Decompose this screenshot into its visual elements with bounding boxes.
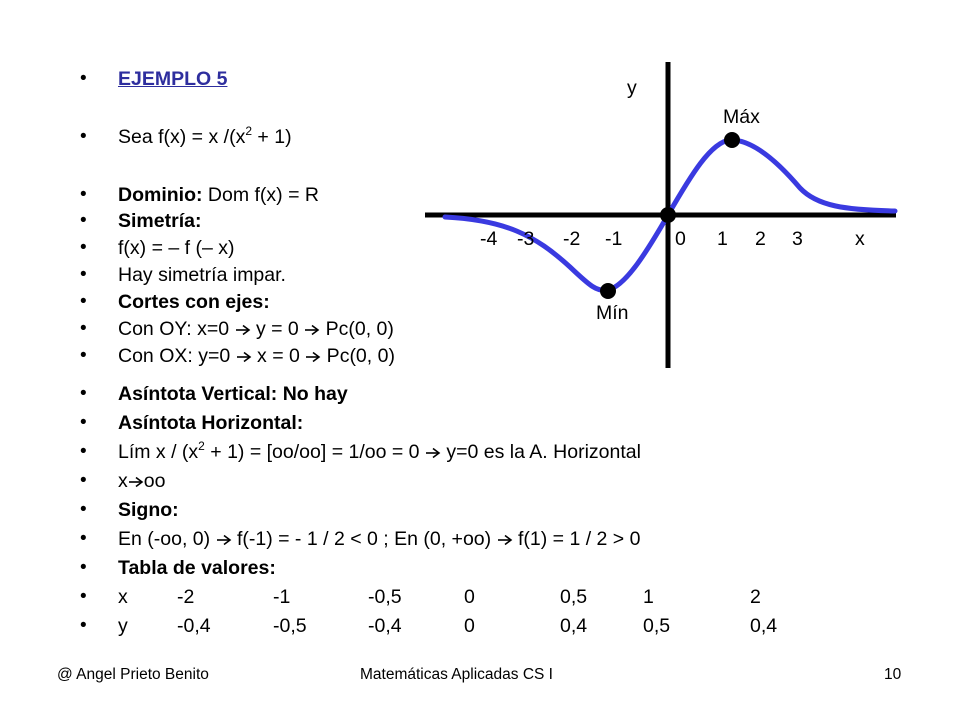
- x-tick-label: 1: [717, 228, 728, 250]
- limite-exponent: 2: [198, 439, 205, 453]
- slide-title: EJEMPLO 5: [118, 68, 228, 90]
- bullet: •: [80, 499, 87, 520]
- bullet: •: [80, 586, 87, 607]
- right-arrow-icon: [425, 447, 441, 459]
- x-tick-label: 3: [792, 228, 803, 250]
- signo-part-c: f(1) = 1 / 2 > 0: [512, 528, 641, 550]
- bullet: •: [80, 345, 87, 366]
- right-arrow-icon: [216, 534, 232, 546]
- limite-text: [118, 440, 641, 464]
- function-suffix: + 1): [252, 126, 292, 148]
- signo-detail: [118, 527, 640, 551]
- function-graph: [425, 60, 905, 370]
- function-exponent: 2: [245, 124, 253, 138]
- table-cell: -0,4: [177, 615, 211, 637]
- bullet: •: [80, 383, 87, 404]
- table-cell: 1: [643, 586, 654, 608]
- signo-part-b: f(-1) = - 1 / 2 < 0 ; En (0, +oo): [231, 528, 497, 550]
- footer-page-number: 10: [884, 666, 902, 683]
- max-label: Máx: [723, 106, 760, 128]
- bullet: •: [80, 557, 87, 578]
- min-point: [600, 283, 616, 299]
- cortes-oy-part-c: Pc(0, 0): [320, 318, 394, 340]
- max-point: [724, 132, 740, 148]
- bullet: •: [80, 264, 87, 285]
- signo-part-a: En (-oo, 0): [118, 528, 216, 550]
- x-tick-label: 0: [675, 228, 686, 250]
- dominio-label: Dominio:: [118, 184, 203, 206]
- min-label: Mín: [596, 302, 629, 324]
- cortes-label: Cortes con ejes:: [118, 291, 270, 313]
- simetria-label: Simetría:: [118, 210, 202, 232]
- x-tick-label: -2: [563, 228, 581, 250]
- dominio-text: [118, 183, 319, 207]
- cortes-ox-part-b: x = 0: [251, 345, 306, 367]
- limite-part-b: + 1) = [oo/oo] = 1/oo = 0: [204, 441, 425, 463]
- table-cell: -0,4: [368, 615, 402, 637]
- x-tick-label: -3: [517, 228, 535, 250]
- table-cell: 0,5: [560, 586, 588, 608]
- bullet: •: [80, 291, 87, 312]
- footer-author: @ Angel Prieto Benito: [57, 666, 209, 683]
- bullet: •: [80, 237, 87, 258]
- x-axis-label: x: [855, 228, 865, 250]
- table-cell: -2: [177, 586, 195, 608]
- cortes-ox-part-a: Con OX: y=0: [118, 345, 236, 367]
- bullet: •: [80, 441, 87, 462]
- table-cell: 0: [464, 615, 475, 637]
- table-cell: 0,4: [560, 615, 588, 637]
- x-tick-label: 2: [755, 228, 766, 250]
- footer-course: Matemáticas Aplicadas CS I: [360, 666, 553, 683]
- table-cell: -1: [273, 586, 291, 608]
- cortes-oy-part-a: Con OY: x=0: [118, 318, 235, 340]
- bullet: •: [80, 615, 87, 636]
- bullet: •: [80, 318, 87, 339]
- table-cell: -0,5: [273, 615, 307, 637]
- dominio-value: Dom f(x) = R: [202, 184, 319, 206]
- cortes-ox-text: [118, 344, 395, 368]
- table-cell: -0,5: [368, 586, 402, 608]
- table-cell: 0: [464, 586, 475, 608]
- table-cell: 0,5: [643, 615, 671, 637]
- origin-point: [660, 207, 676, 223]
- right-arrow-icon: [235, 324, 251, 336]
- right-arrow-icon: [497, 534, 513, 546]
- right-arrow-icon: [304, 324, 320, 336]
- limite-sub-oo: oo: [143, 470, 166, 492]
- bullet: •: [80, 68, 87, 89]
- x-tick-label: -1: [605, 228, 623, 250]
- x-tick-label: -4: [480, 228, 498, 250]
- cortes-ox-part-c: Pc(0, 0): [321, 345, 395, 367]
- bullet: •: [80, 126, 87, 147]
- function-definition: [118, 125, 292, 149]
- table-cell: y: [118, 615, 128, 637]
- asintota-vertical: Asíntota Vertical: No hay: [118, 383, 348, 405]
- cortes-oy-text: [118, 317, 394, 341]
- cortes-oy-part-b: y = 0: [250, 318, 305, 340]
- x-tick-labels: [480, 228, 803, 250]
- simetria-equation: f(x) = – f (– x): [118, 237, 235, 259]
- simetria-note: Hay simetría impar.: [118, 264, 286, 286]
- bullet: •: [80, 412, 87, 433]
- limite-part-a: Lím x / (x: [118, 441, 199, 463]
- right-arrow-icon: [236, 351, 252, 363]
- bullet: •: [80, 528, 87, 549]
- bullet: •: [80, 470, 87, 491]
- bullet: •: [80, 184, 87, 205]
- y-axis-label: y: [627, 77, 637, 99]
- limite-part-c: y=0 es la A. Horizontal: [440, 441, 641, 463]
- table-cell: 0,4: [750, 615, 778, 637]
- limite-sub-x: x: [118, 470, 128, 492]
- bullet: •: [80, 210, 87, 231]
- asintota-horizontal: Asíntota Horizontal:: [118, 412, 304, 434]
- tabla-label: Tabla de valores:: [118, 557, 276, 579]
- table-cell: x: [118, 586, 128, 608]
- right-arrow-icon: [128, 476, 144, 488]
- limite-subscript: [118, 469, 165, 493]
- function-prefix: Sea f(x) = x /(x: [118, 126, 246, 148]
- right-arrow-icon: [305, 351, 321, 363]
- table-cell: 2: [750, 586, 761, 608]
- signo-label: Signo:: [118, 499, 179, 521]
